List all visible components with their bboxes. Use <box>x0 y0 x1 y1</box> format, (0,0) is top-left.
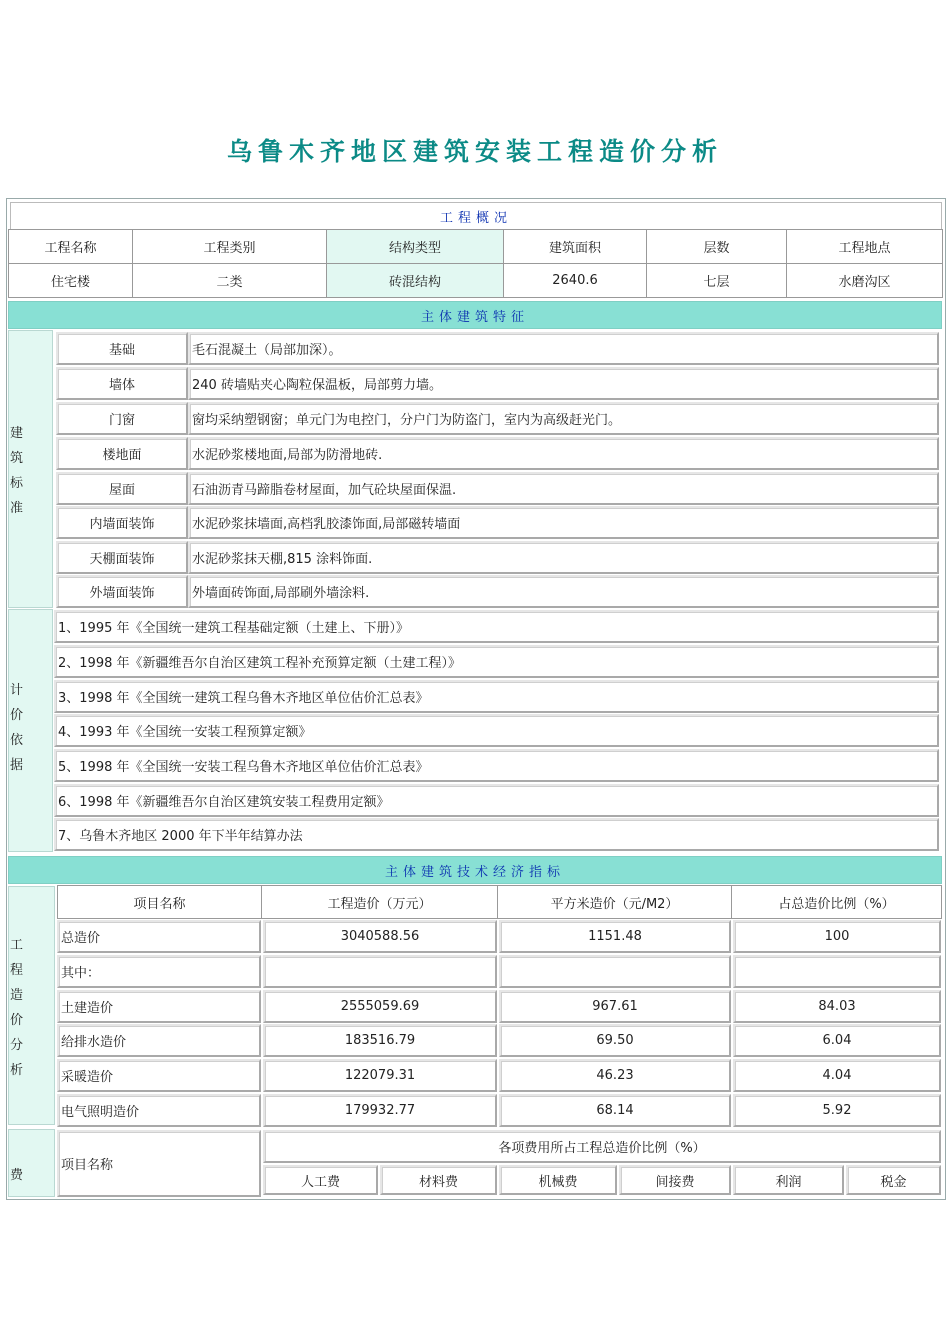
indicator-row-ratio <box>733 955 941 988</box>
overview-header: 工程概况 <box>10 202 942 230</box>
basis-side-char: 计 <box>10 683 24 698</box>
overview-col-floors: 层数 <box>646 229 787 264</box>
indicator-row-ratio: 5.92 <box>733 1094 941 1127</box>
basis-item: 6、1998 年《新疆维吾尔自治区建筑安装工程费用定额》 <box>54 784 939 817</box>
fees-col-labor: 人工费 <box>263 1165 378 1195</box>
overview-col-structure: 结构类型 <box>326 229 504 264</box>
indicator-row-name: 给排水造价 <box>57 1024 261 1057</box>
indicator-row-name: 采暖造价 <box>57 1059 261 1092</box>
page-title: 乌鲁木齐地区建筑安装工程造价分析 <box>226 137 723 166</box>
fees-side-label <box>8 1129 55 1197</box>
fees-col-profit: 利润 <box>733 1165 844 1195</box>
basis-item: 5、1998 年《全国统一安装工程乌鲁木齐地区单位估价汇总表》 <box>54 749 939 782</box>
indicator-row-cost <box>263 955 497 988</box>
fees-col-indirect: 间接费 <box>619 1165 731 1195</box>
indicators-header: 主体建筑技术经济指标 <box>8 856 942 884</box>
indicators-col-sqm: 平方米造价（元/M2） <box>497 885 732 919</box>
fees-col-material: 材料费 <box>380 1165 497 1195</box>
basis-side-label <box>8 609 53 852</box>
overview-val-name: 住宅楼 <box>8 263 133 298</box>
feature-label: 外墙面装饰 <box>56 575 188 608</box>
overview-col-area: 建筑面积 <box>503 229 647 264</box>
basis-side-char: 据 <box>10 758 24 773</box>
standard-side-char: 筑 <box>10 451 24 466</box>
indicators-side-char: 程 <box>10 963 24 978</box>
indicator-row-sqm: 1151.48 <box>499 920 731 953</box>
fees-side-char: 费 <box>10 1168 24 1183</box>
indicator-row-name: 土建造价 <box>57 990 261 1023</box>
indicator-row-sqm: 68.14 <box>499 1094 731 1127</box>
indicator-row-name: 总造价 <box>57 920 261 953</box>
fees-col-machinery: 机械费 <box>499 1165 617 1195</box>
overview-val-location: 水磨沟区 <box>786 263 943 298</box>
indicators-side-label <box>8 886 55 1125</box>
overview-col-location: 工程地点 <box>786 229 943 264</box>
feature-label: 楼地面 <box>56 437 188 470</box>
standard-side-label <box>8 330 53 608</box>
indicators-col-ratio: 占总造价比例（%） <box>731 885 942 919</box>
indicator-row-name: 其中： <box>57 955 261 988</box>
basis-item: 1、1995 年《全国统一建筑工程基础定额（土建上、下册）》 <box>54 610 939 643</box>
indicator-row-ratio: 6.04 <box>733 1024 941 1057</box>
basis-side-char: 依 <box>10 733 24 748</box>
fees-group-header: 各项费用所占工程总造价比例（%） <box>263 1130 941 1163</box>
indicators-side-char: 造 <box>10 988 24 1003</box>
feature-label: 屋面 <box>56 472 188 505</box>
features-header: 主体建筑特征 <box>8 301 942 329</box>
indicator-row-cost: 2555059.69 <box>263 990 497 1023</box>
indicator-row-sqm: 69.50 <box>499 1024 731 1057</box>
indicator-row-cost: 122079.31 <box>263 1059 497 1092</box>
indicators-side-char: 分 <box>10 1038 24 1053</box>
indicator-row-sqm <box>499 955 731 988</box>
fees-col-tax: 税金 <box>846 1165 941 1195</box>
indicators-col-cost: 工程造价（万元） <box>261 885 498 919</box>
overview-val-floors: 七层 <box>646 263 787 298</box>
overview-col-category: 工程类别 <box>132 229 327 264</box>
standard-side-char: 准 <box>10 501 24 516</box>
indicator-row-name: 电气照明造价 <box>57 1094 261 1127</box>
feature-value: 水泥砂浆抹墙面,高档乳胶漆饰面,局部磁转墙面 <box>188 506 939 539</box>
indicator-row-ratio: 84.03 <box>733 990 941 1023</box>
feature-label: 天棚面装饰 <box>56 541 188 574</box>
overview-col-name: 工程名称 <box>8 229 133 264</box>
feature-value: 240 砖墙贴夹心陶粒保温板，局部剪力墙。 <box>188 367 939 400</box>
overview-val-structure: 砖混结构 <box>326 263 504 298</box>
overview-val-area: 2640.6 <box>503 263 647 298</box>
feature-value: 窗均采纳塑钢窗；单元门为电控门，分户门为防盗门，室内为高级赶光门。 <box>188 402 939 435</box>
feature-value: 水泥砂浆抹天棚,815 涂料饰面. <box>188 541 939 574</box>
overview-val-category: 二类 <box>132 263 327 298</box>
indicators-side-char: 价 <box>10 1013 24 1028</box>
indicator-row-cost: 183516.79 <box>263 1024 497 1057</box>
feature-label: 门窗 <box>56 402 188 435</box>
indicator-row-sqm: 967.61 <box>499 990 731 1023</box>
basis-item: 4、1993 年《全国统一安装工程预算定额》 <box>54 714 939 747</box>
basis-side-char: 价 <box>10 708 24 723</box>
indicators-col-item: 项目名称 <box>57 885 262 919</box>
cost-analysis-table <box>6 198 946 1200</box>
feature-value: 石油沥青马蹄脂卷材屋面，加气砼块屋面保温. <box>188 472 939 505</box>
indicator-row-cost: 3040588.56 <box>263 920 497 953</box>
feature-value: 毛石混凝土（局部加深）。 <box>188 332 939 365</box>
indicator-row-ratio: 100 <box>733 920 941 953</box>
indicator-row-cost: 179932.77 <box>263 1094 497 1127</box>
basis-item: 2、1998 年《新疆维吾尔自治区建筑工程补充预算定额（土建工程）》 <box>54 645 939 678</box>
feature-value: 水泥砂浆楼地面,局部为防滑地砖. <box>188 437 939 470</box>
indicator-row-ratio: 4.04 <box>733 1059 941 1092</box>
feature-label: 基础 <box>56 332 188 365</box>
feature-value: 外墙面砖饰面,局部刷外墙涂料. <box>188 575 939 608</box>
indicators-side-char: 工 <box>10 938 24 953</box>
feature-label: 内墙面装饰 <box>56 506 188 539</box>
basis-item: 7、乌鲁木齐地区 2000 年下半年结算办法 <box>54 818 939 851</box>
standard-side-char: 建 <box>10 426 24 441</box>
basis-item: 3、1998 年《全国统一建筑工程乌鲁木齐地区单位估价汇总表》 <box>54 680 939 713</box>
indicator-row-sqm: 46.23 <box>499 1059 731 1092</box>
fees-item-label: 项目名称 <box>57 1130 261 1197</box>
feature-label: 墙体 <box>56 367 188 400</box>
indicators-side-char: 析 <box>10 1063 24 1078</box>
standard-side-char: 标 <box>10 476 24 491</box>
